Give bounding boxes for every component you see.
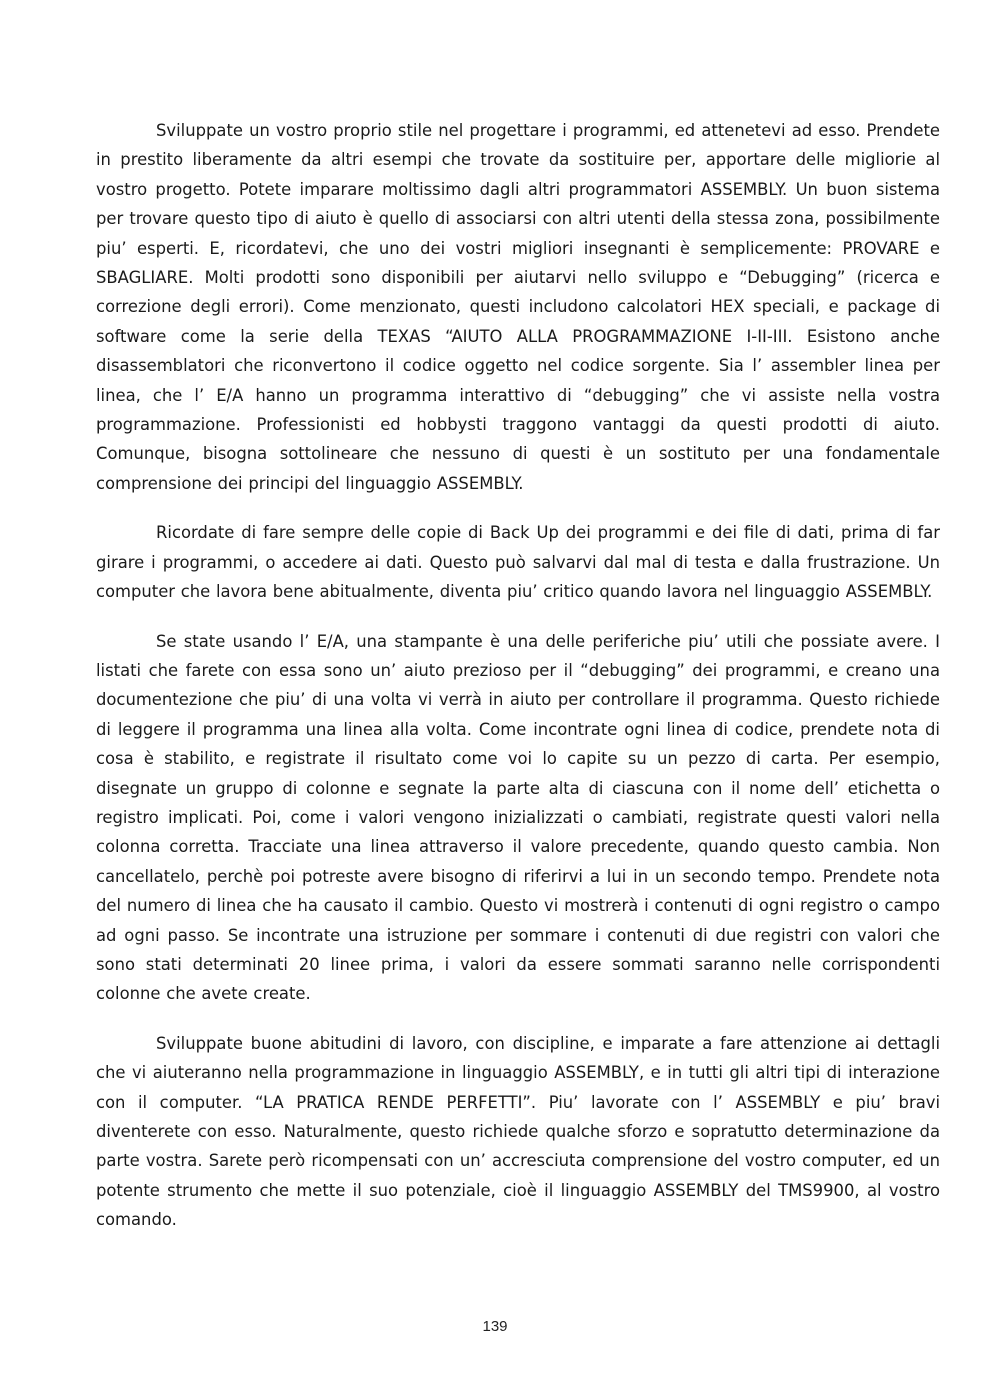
page-body — [96, 116, 940, 1255]
paragraph-style-advice: Sviluppate un vostro proprio stile nel progettare i programmi, ed attenetevi ad esso. Prendete in prestito liberamente da altri esempi che trovate da sostituire per, apportare delle migliorie al vostro progetto. Potete imparare moltissimo dagli altri programmatori ASSEMBLY. Un buon sistema per trovare questo tipo di aiuto è quello di associarsi con altri utenti della stessa zona, possibilmente piu’ esperti. E, ricordatevi, che uno dei vostri migliori insegnanti è semplicemente: PROVARE e SBAGLIARE. Molti prodotti sono disponibili per aiutarvi nello sviluppo e “Debugging” (ricerca e correzione degli errori). Come menzionato, questi includono calcolatori HEX speciali, e package di software come la serie della TEXAS “AIUTO ALLA PROGRAMMAZIONE I-II-III. Esistono anche disassemblatori che riconvertono il codice oggetto nel codice sorgente. Sia l’ assembler linea per linea, che l’ E/A hanno un programma interattivo di “debugging” che vi assiste nella vostra programmazione. Professionisti ed hobbysti traggono vantaggi da questi prodotti di aiuto. Comunque, bisogna sottolineare che nessuno di questi è un sostituto per una fondamentale comprensione dei principi del linguaggio ASSEMBLY. — [96, 121, 940, 493]
page-number: 139 — [482, 1318, 508, 1335]
paragraph-work-habits: Sviluppate buone abitudini di lavoro, con discipline, e imparate a fare attenzione ai dettagli che vi aiuteranno nella programmazione in linguaggio ASSEMBLY, e in tutti gli altri tipi di interazione con il computer. “LA PRATICA RENDE PERFETTI”. Piu’ lavorate con l’ ASSEMBLY e piu’ bravi diventerete con esso. Naturalmente, questo richiede qualche sforzo e sopratutto determinazione da parte vostra. Sarete però ricompensati con un’ accresciuta comprensione del vostro computer, ed un potente strumento che mette il suo potenziale, cioè il linguaggio ASSEMBLY del TMS9900, al vostro comando. — [96, 1033, 940, 1230]
paragraph-printer-debugging: Se state usando l’ E/A, una stampante è una delle periferiche piu’ utili che possiate avere. I listati che farete con essa sono un’ aiuto prezioso per il “debugging” dei programmi, e creano una documentezione che piu’ di una volta vi verrà in aiuto per controllare il programma. Questo richiede di leggere il programma una linea alla volta. Come incontrate ogni linea di codice, prendete nota di cosa è stabilito, e registrate il risultato come voi lo capite su un pezzo di carta. Per esempio, disegnate un gruppo di colonne e segnate la parte alta di ciascuna con il nome dell’ etichetta o registro implicati. Poi, come i valori vengono inizializzati o cambiati, registrate questi valori nella colonna corretta. Tracciate una linea attraverso il valore precedente, quando questo cambia. Non cancellatelo, perchè poi potreste avere bisogno di riferirvi a lui in un secondo tempo. Prendete nota del numero di linea che ha causato il cambio. Questo vi mostrerà i contenuti di ogni registro o campo ad ogni passo. Se incontrate una istruzione per sommare i contenuti di due registri con valori che sono stati determinati 20 linee prima, i valori da essere sommati saranno nelle corrispondenti colonne che avete create. — [96, 631, 940, 1004]
paragraph-backup-advice: Ricordate di fare sempre delle copie di Back Up dei programmi e dei file di dati, prima di far girare i programmi, o accedere ai dati. Questo può salvarvi dal mal di testa e dalla frustrazione. Un computer che lavora bene abitualmente, diventa piu’ critico quando lavora nel linguaggio ASSEMBLY. — [96, 523, 940, 602]
